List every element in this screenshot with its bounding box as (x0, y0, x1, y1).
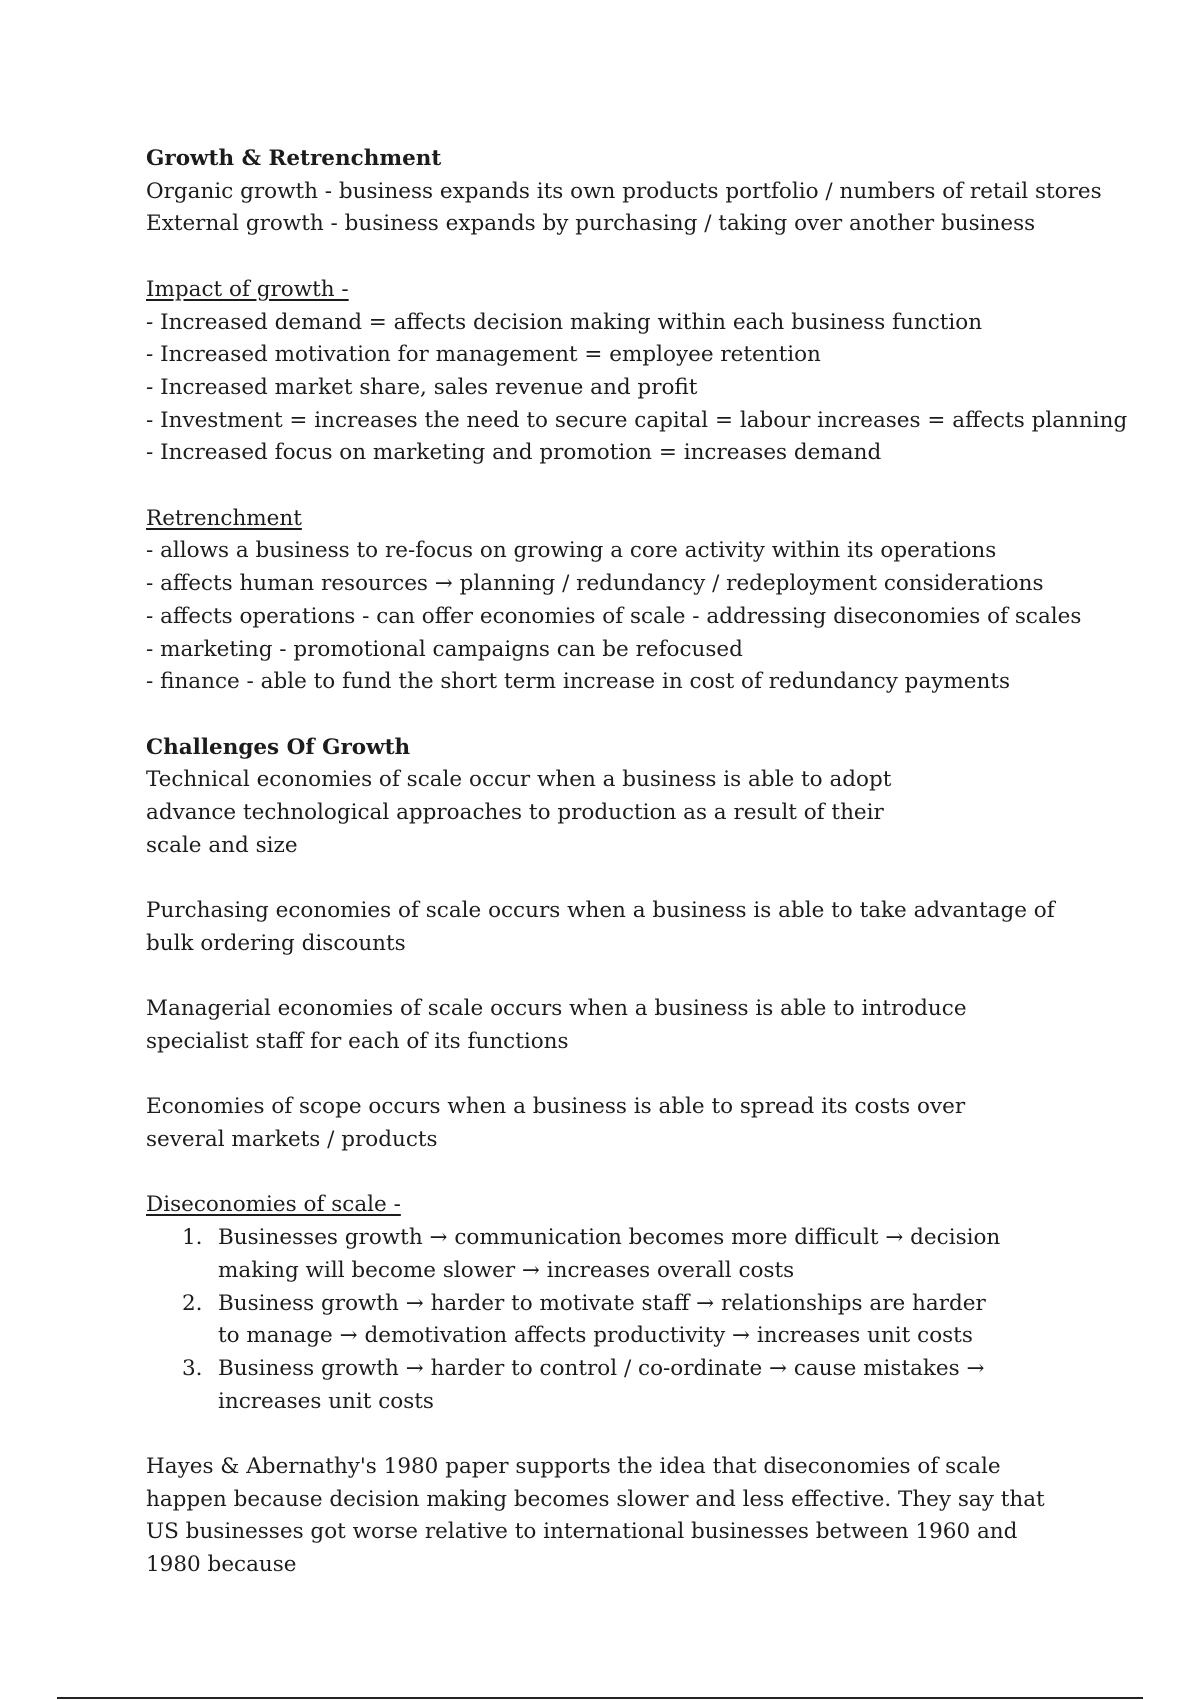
subheading-diseconomies-of-scale: Diseconomies of scale - (146, 1192, 401, 1218)
subheading-impact-of-growth: Impact of growth - (146, 276, 349, 302)
list-item (182, 1353, 988, 1418)
list-item: - affects operations - can offer economies of scale - addressing diseconomies of scales (146, 603, 1082, 629)
list-item-text: Businesses growth → communication becomes more difficult → decision making will become slower → increases overall costs (218, 1225, 1001, 1283)
list-item-number: 1. (182, 1225, 203, 1251)
list-item-text: Business growth → harder to motivate staff → relationships are harder to manage → demotivation affects productivity → increases unit costs (218, 1290, 986, 1349)
external-growth-definition: External growth - business expands by purchasing / taking over another business (146, 211, 1036, 237)
list-item-number: 2. (182, 1290, 203, 1316)
organic-growth-definition: Organic growth - business expands its own products portfolio / numbers of retail stores (146, 178, 1102, 204)
hayes-abernathy-paragraph: Hayes & Abernathy's 1980 paper supports the idea that diseconomies of scale happen because decision making becomes slower and less effective. They say that US businesses got worse relative to international businesses between 1960 and 1980 because (146, 1454, 1045, 1578)
diseconomies-list (146, 1222, 1086, 1418)
list-item: - Increased demand = affects decision making within each business function (146, 309, 983, 335)
list-item (182, 1222, 1078, 1287)
list-item-number: 3. (182, 1355, 203, 1381)
document-page (146, 143, 1128, 1582)
list-item: - Investment = increases the need to secure capital = labour increases = affects planning (146, 407, 1128, 433)
list-item: - Increased focus on marketing and promotion = increases demand (146, 440, 882, 466)
list-item-text: Business growth → harder to control / co-ordinate → cause mistakes → increases unit costs (218, 1355, 985, 1414)
economies-of-scope-paragraph: Economies of scope occurs when a business is able to spread its costs over several markets / products (146, 1094, 966, 1152)
list-item: - affects human resources → planning / redundancy / redeployment considerations (146, 571, 1044, 597)
footer-rule (57, 1697, 1143, 1699)
purchasing-economies-paragraph: Purchasing economies of scale occurs when a business is able to take advantage of bulk ordering discounts (146, 898, 1055, 956)
list-item: - Increased motivation for management = employee retention (146, 342, 821, 368)
list-item: - Increased market share, sales revenue and profit (146, 374, 698, 400)
retrenchment-list (146, 535, 1086, 699)
list-item: - allows a business to re-focus on growing a core activity within its operations (146, 538, 997, 564)
section-heading-challenges-of-growth: Challenges Of Growth (146, 734, 411, 760)
section-heading-growth-retrenchment: Growth & Retrenchment (146, 146, 442, 171)
list-item: - finance - able to fund the short term increase in cost of redundancy payments (146, 669, 1011, 695)
list-item: - marketing - promotional campaigns can be refocused (146, 636, 743, 662)
impact-list (146, 307, 1128, 471)
list-item (182, 1288, 988, 1353)
technical-economies-paragraph: Technical economies of scale occur when a business is able to adopt advance technological approaches to production as a result of their scale and size (146, 767, 892, 858)
managerial-economies-paragraph: Managerial economies of scale occurs when a business is able to introduce specialist staff for each of its functions (146, 996, 967, 1054)
subheading-retrenchment: Retrenchment (146, 505, 302, 531)
